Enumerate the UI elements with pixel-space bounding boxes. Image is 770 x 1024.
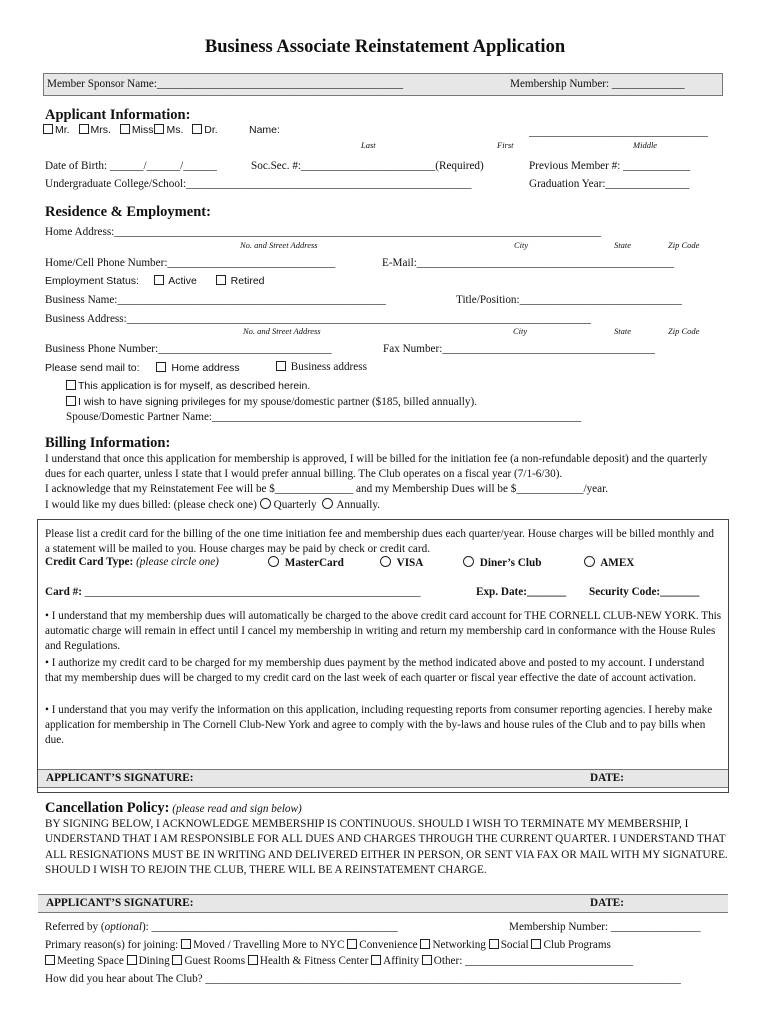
residence-heading: Residence & Employment: xyxy=(45,204,211,220)
page-title: Business Associate Reinstatement Application xyxy=(204,37,566,57)
mail-label: Please send mail to: xyxy=(45,362,140,374)
sponsor-name-field[interactable]: Member Sponsor Name:____________________________________________ xyxy=(47,78,404,90)
reason-dining-label: Dining xyxy=(138,955,170,967)
referred-by-field[interactable] xyxy=(45,921,398,933)
spouse-checkbox[interactable] xyxy=(66,396,76,406)
caption-last: Last xyxy=(361,140,376,150)
authorization-bullet-3: • I understand that you may verify the information on this application, including requesting reports from consumer reporting agencies. I hereby make application for membership in The Cornell Club-New York and agree to comply with the by-laws and house rules of the Club and to pay bills when due. xyxy=(45,704,713,747)
employment-status-label: Employment Status: xyxy=(45,275,139,287)
visa-label: VISA xyxy=(396,557,424,569)
heard-about-field[interactable]: How did you hear about The Club? _____________________________________________________________________________________ xyxy=(45,973,681,985)
employment-status xyxy=(45,275,265,287)
cancellation-text: BY SIGNING BELOW, I ACKNOWLEDGE MEMBERSHIP IS CONTINUOUS. SHOULD I WISH TO TERMINATE MY MEMBERSHIP, I UNDERSTAND THAT I AM RESPONSIBLE FOR ALL DUES AND CHARGES THROUGH THE CURRENT QUARTER. I UNDERSTAND THAT ALL RESIGNATIONS MUST BE IN WRITING AND DELIVERED EITHER IN PERSON, OR SENT VIA FAX OR MAIL WITH MY SIGNATURE. SHOULD I WISH TO REJOIN THE CLUB, THERE WILL BE A REINSTATEMENT CHARGE. xyxy=(45,818,728,876)
reasons-row-1 xyxy=(45,939,611,951)
title-mrs-checkbox[interactable] xyxy=(79,124,89,134)
signature-label-1: APPLICANT’S SIGNATURE: xyxy=(46,772,194,784)
mastercard-radio[interactable] xyxy=(268,556,279,567)
spouse-label-a: I wish to have signing privileges for xyxy=(78,396,241,408)
card-type-label: Credit Card Type: xyxy=(45,556,134,568)
reason-other-field[interactable]: Other: ______________________________ xyxy=(433,955,633,967)
caption-state: State xyxy=(614,240,631,250)
title-miss-checkbox[interactable] xyxy=(120,124,130,134)
caption-middle: Middle xyxy=(633,140,658,150)
cancellation-header xyxy=(45,800,302,817)
authorization-bullet-2: • I authorize my credit card to be charged for my membership dues payment by the method indicated above and posted to my account. I understand that my membership dues will be charged to my credit card on the last week of each quarter or fiscal year effective the date of account activation. xyxy=(45,657,705,685)
reason-moved-label: Moved / Travelling More to NYC xyxy=(193,939,345,951)
billing-frequency-label: I would like my dues billed: (please check one) xyxy=(45,499,257,511)
email-field[interactable]: E-Mail:______________________________________________ xyxy=(382,257,675,269)
amex-label: AMEX xyxy=(600,557,635,569)
caption-zip: Zip Code xyxy=(668,240,700,250)
reason-guest-rooms-label: Guest Rooms xyxy=(184,955,246,967)
card-type-visa[interactable] xyxy=(380,556,423,569)
cancellation-heading: Cancellation Policy: xyxy=(45,800,170,816)
reason-meeting-checkbox[interactable] xyxy=(45,955,55,965)
reason-other-checkbox[interactable] xyxy=(422,955,432,965)
self-label: This application is for myself, as described herein. xyxy=(78,380,311,392)
retired-checkbox[interactable] xyxy=(216,275,226,285)
mail-business-label: Business address xyxy=(290,361,367,373)
reasons-label: Primary reason(s) for joining: xyxy=(45,939,179,951)
card-number-field[interactable]: ____________________________________________________________ xyxy=(84,586,421,598)
diners-label: Diner’s Club xyxy=(479,557,542,569)
caption-business-state: State xyxy=(614,326,631,336)
card-type-mastercard[interactable] xyxy=(268,556,344,569)
mail-home-checkbox[interactable] xyxy=(156,362,166,372)
middle-name-field[interactable]: ________________________________ xyxy=(529,126,708,138)
business-phone-field[interactable]: Business Phone Number:_______________________________ xyxy=(45,343,332,355)
reason-meeting-label: Meeting Space xyxy=(57,955,124,967)
date-label-2: DATE: xyxy=(590,897,624,909)
exp-date-field[interactable]: Exp. Date:_______ xyxy=(476,586,567,598)
billing-heading: Billing Information: xyxy=(45,435,171,451)
previous-member-field[interactable]: Previous Member #: ____________ xyxy=(529,160,691,172)
spouse-option xyxy=(66,396,477,408)
home-phone-field[interactable]: Home/Cell Phone Number:______________________________ xyxy=(45,257,336,269)
reason-programs-label: Club Programs xyxy=(543,939,611,951)
security-code-field[interactable]: Security Code:_______ xyxy=(589,586,700,598)
card-number-label: Card #: xyxy=(45,586,82,598)
reasons-row-2 xyxy=(45,955,633,967)
annually-label: Annually. xyxy=(336,499,381,511)
dob-field[interactable]: Date of Birth: ______/______/______ xyxy=(45,160,217,172)
self-checkbox[interactable] xyxy=(66,380,76,390)
graduation-year-field[interactable]: Graduation Year:_______________ xyxy=(529,178,690,190)
mail-home-label: Home address xyxy=(171,362,240,374)
card-number-row xyxy=(45,586,420,598)
credit-card-intro: Please list a credit card for the billing of the one time initiation fee and membership dues each quarter/year. House charges will be billed monthly and a statement will be mailed to you. House charges may be paid by check or credit card. xyxy=(45,528,714,555)
business-address-field[interactable]: Business Address:___________________________________________________________________________________ xyxy=(45,313,592,325)
mastercard-label: MasterCard xyxy=(284,557,344,569)
reason-guest-rooms-checkbox[interactable] xyxy=(172,955,182,965)
date-label-1: DATE: xyxy=(590,772,624,784)
title-mr-checkbox[interactable] xyxy=(43,124,53,134)
title-dr-label: Dr. xyxy=(204,124,218,136)
referrer-number-field[interactable]: Membership Number: ________________ xyxy=(509,921,701,933)
signature-label-2: APPLICANT’S SIGNATURE: xyxy=(46,897,194,909)
sponsor-number-field[interactable]: Membership Number: _____________ xyxy=(510,78,685,90)
cancellation-hint: (please read and sign below) xyxy=(172,803,302,815)
mail-business-checkbox[interactable] xyxy=(276,361,286,371)
reason-moved-checkbox[interactable] xyxy=(181,939,191,949)
mail-business xyxy=(276,361,367,373)
billing-paragraph: I understand that once this application for membership is approved, I will be billed for the initiation fee (a non-refundable deposit) and the quarterly dues for each quarter, unless I state that I would prefer annual billing. The Club operates on a fiscal year (7/1-6/30). xyxy=(45,453,708,480)
card-type-amex[interactable] xyxy=(584,556,634,569)
name-label: Name: xyxy=(249,124,280,136)
title-ms-checkbox[interactable] xyxy=(154,124,164,134)
reason-social-checkbox[interactable] xyxy=(489,939,499,949)
authorization-bullet-1: • I understand that my membership dues will automatically be charged to the above credit card account for THE CORNELL CLUB-NEW YORK. This automatic charge will remain in effect until I cancel my membership in writing and return my membership card in conformance with the House Rules and Regulations. xyxy=(45,610,722,653)
title-options xyxy=(43,124,218,136)
reason-fitness-label: Health & Fitness Center xyxy=(259,955,369,967)
card-type-row xyxy=(45,556,219,568)
reason-networking-checkbox[interactable] xyxy=(420,939,430,949)
title-mrs-label: Mrs. xyxy=(90,124,111,136)
amex-radio[interactable] xyxy=(584,556,595,567)
college-field[interactable]: Undergraduate College/School:___________________________________________________ xyxy=(45,178,472,190)
ssn-field[interactable]: Soc.Sec. #:________________________(Required) xyxy=(251,160,484,172)
referred-label: Referred by ( xyxy=(45,921,105,933)
active-label: Active xyxy=(168,275,197,287)
title-miss-label: Miss xyxy=(131,124,154,136)
reason-fitness-checkbox[interactable] xyxy=(248,955,258,965)
caption-first: First xyxy=(497,140,514,150)
reason-affinity-label: Affinity xyxy=(383,955,419,967)
reason-convenience-checkbox[interactable] xyxy=(347,939,357,949)
quarterly-radio[interactable] xyxy=(260,498,271,509)
referred-optional: optional xyxy=(104,921,142,933)
quarterly-label: Quarterly xyxy=(273,499,317,511)
visa-radio[interactable] xyxy=(380,556,391,567)
spouse-name-field[interactable]: Spouse/Domestic Partner Name:__________________________________________________________________ xyxy=(66,411,582,423)
caption-business-zip: Zip Code xyxy=(668,326,700,336)
reason-networking-label: Networking xyxy=(432,939,486,951)
title-dr-checkbox[interactable] xyxy=(192,124,202,134)
position-field[interactable]: Title/Position:_____________________________ xyxy=(456,294,682,306)
reason-programs-checkbox[interactable] xyxy=(531,939,541,949)
spouse-label-b: my spouse/domestic partner ($185, billed annually). xyxy=(243,396,477,408)
applicant-heading: Applicant Information: xyxy=(45,107,191,123)
billing-frequency xyxy=(45,498,380,511)
reason-affinity-checkbox[interactable] xyxy=(371,955,381,965)
fax-field[interactable]: Fax Number:______________________________________ xyxy=(383,343,655,355)
referred-line: ): ____________________________________________ xyxy=(141,921,398,933)
retired-label: Retired xyxy=(230,275,265,287)
card-type-diners[interactable] xyxy=(463,556,541,569)
annually-radio[interactable] xyxy=(322,498,333,509)
title-ms-label: Ms. xyxy=(166,124,184,136)
business-name-field[interactable]: Business Name:________________________________________________ xyxy=(45,294,386,306)
caption-street: No. and Street Address xyxy=(240,240,318,250)
self-option xyxy=(66,380,310,392)
caption-business-street: No. and Street Address xyxy=(243,326,321,336)
fees-line[interactable]: I acknowledge that my Reinstatement Fee will be $______________ and my Membership Dues will be $____________/year. xyxy=(45,483,609,495)
caption-city: City xyxy=(514,240,529,250)
caption-business-city: City xyxy=(513,326,528,336)
mail-preference xyxy=(45,362,240,374)
reason-convenience-label: Convenience xyxy=(359,939,418,951)
diners-radio[interactable] xyxy=(463,556,474,567)
reason-dining-checkbox[interactable] xyxy=(127,955,137,965)
reason-social-label: Social xyxy=(500,939,529,951)
title-mr-label: Mr. xyxy=(55,124,70,136)
active-checkbox[interactable] xyxy=(154,275,164,285)
card-type-hint: (please circle one) xyxy=(136,556,219,568)
home-address-field[interactable]: Home Address:_______________________________________________________________________________________ xyxy=(45,226,601,238)
